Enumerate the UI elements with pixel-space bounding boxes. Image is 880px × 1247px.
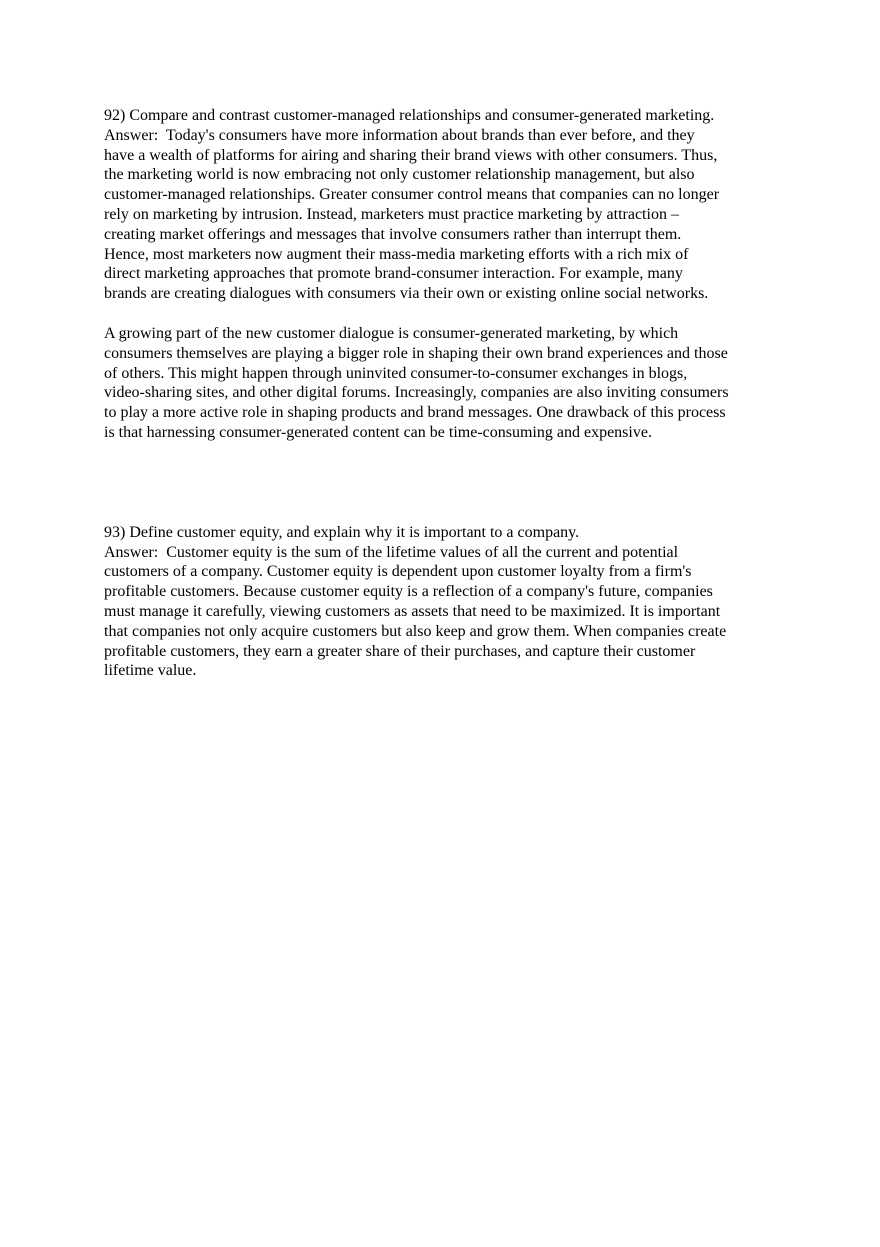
question-92 <box>104 106 794 443</box>
answer-line: must manage it carefully, viewing customers as assets that need to be maximized. It is important <box>104 602 721 620</box>
answer-line: Hence, most marketers now augment their mass-media marketing efforts with a rich mix of <box>104 245 689 263</box>
answer-line: Answer: Today's consumers have more information about brands than ever before, and they <box>104 126 695 144</box>
question-92-paragraph-2 <box>104 324 794 443</box>
question-93-prompt: 93) Define customer equity, and explain why it is important to a company. <box>104 523 580 541</box>
answer-line: that companies not only acquire customers but also keep and grow them. When companies create <box>104 622 727 640</box>
answer-line: brands are creating dialogues with consumers via their own or existing online social networks. <box>104 285 709 303</box>
answer-line: is that harnessing consumer-generated content can be time-consuming and expensive. <box>104 423 652 441</box>
answer-line: creating market offerings and messages that involve consumers rather than interrupt them. <box>104 225 682 243</box>
answer-line: profitable customers, they earn a greater share of their purchases, and capture their customer <box>104 642 696 660</box>
answer-line: have a wealth of platforms for airing and sharing their brand views with other consumers. Thus, <box>104 146 718 164</box>
answer-line: video-sharing sites, and other digital forums. Increasingly, companies are also inviting consumers <box>104 384 729 402</box>
answer-line: Answer: Customer equity is the sum of the lifetime values of all the current and potential <box>104 543 679 561</box>
question-92-prompt: 92) Compare and contrast customer-managed relationships and consumer-generated marketing. <box>104 107 715 124</box>
question-spacer <box>104 443 794 523</box>
answer-line: A growing part of the new customer dialogue is consumer-generated marketing, by which <box>104 324 679 342</box>
answer-line: to play a more active role in shaping products and brand messages. One drawback of this process <box>104 404 726 422</box>
answer-line: direct marketing approaches that promote brand-consumer interaction. For example, many <box>104 265 683 283</box>
answer-line: customers of a company. Customer equity is dependent upon customer loyalty from a firm's <box>104 563 692 581</box>
question-93 <box>104 523 794 681</box>
answer-line: consumers themselves are playing a bigger role in shaping their own brand experiences and those <box>104 344 728 362</box>
paragraph-spacer <box>104 304 794 324</box>
answer-line: of others. This might happen through uninvited consumer-to-consumer exchanges in blogs, <box>104 364 688 382</box>
answer-line: the marketing world is now embracing not only customer relationship management, but also <box>104 166 695 184</box>
answer-line: customer-managed relationships. Greater consumer control means that companies can no longer <box>104 186 720 204</box>
question-92-paragraph-1 <box>104 106 794 304</box>
answer-line: lifetime value. <box>104 662 197 680</box>
answer-line: rely on marketing by intrusion. Instead, marketers must practice marketing by attraction – <box>104 205 679 223</box>
document-page <box>104 106 794 681</box>
answer-line: profitable customers. Because customer equity is a reflection of a company's future, companies <box>104 583 713 601</box>
